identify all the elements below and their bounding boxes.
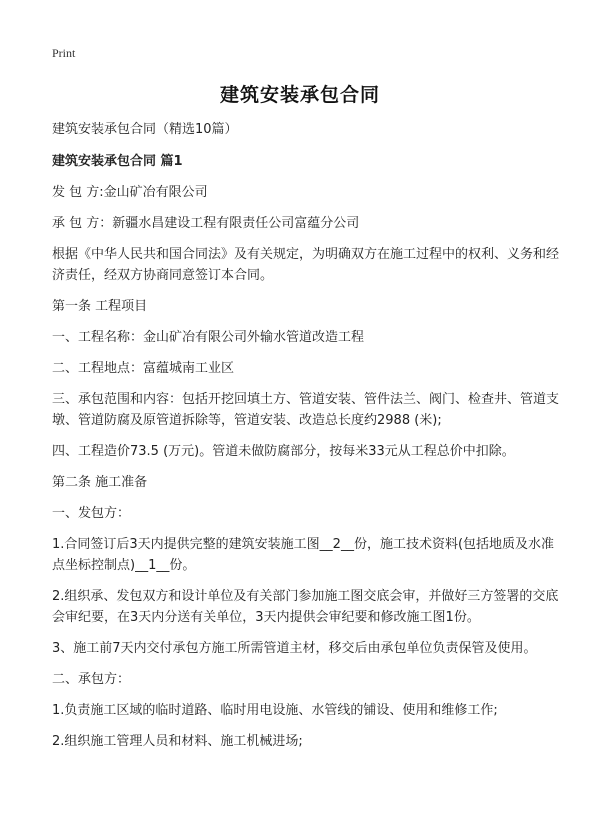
article-heading: 第二条 施工准备: [52, 475, 148, 490]
document-title: 建筑安装承包合同: [219, 84, 380, 106]
subsection-heading: 一、发包方：: [52, 506, 131, 521]
clause-project-location: 二、工程地点：富蕴城南工业区: [52, 361, 235, 376]
clause-project-name: 一、工程名称：金山矿冶有限公司外输水管道改造工程: [52, 330, 365, 345]
clause-item: 2.组织承、发包双方和设计单位及有关部门参加施工图交底会审，并做好三方签署的交底会审纪要，在3天内分送有关单位，3天内提供会审纪要和修改施工图1份。: [52, 589, 559, 625]
subsection-heading: 二、承包方：: [52, 672, 131, 687]
clause-item: 1.合同签订后3天内提供完整的建筑安装施工图__2__份，施工技术资料(包括地质及水准点坐标控制点)__1__份。: [52, 537, 555, 573]
collection-subtitle: 建筑安装承包合同（精选10篇）: [52, 122, 238, 137]
section-heading: 建筑安装承包合同 篇1: [52, 154, 183, 169]
print-link[interactable]: Print: [52, 46, 76, 60]
preamble-paragraph: 根据《中华人民共和国合同法》及有关规定，为明确双方在施工过程中的权利、义务和经济责任，经双方协商同意签订本合同。: [52, 247, 560, 283]
clause-item: 3、施工前7天内交付承包方施工所需管道主材，移交后由承包单位负责保管及使用。: [52, 641, 537, 656]
article-heading: 第一条 工程项目: [52, 299, 148, 314]
party-a: 发 包 方:金山矿冶有限公司: [52, 185, 208, 200]
party-b: 承 包 方：新疆水昌建设工程有限责任公司富蕴分公司: [52, 216, 360, 231]
clause-item: 1.负责施工区域的临时道路、临时用电设施、水管线的铺设、使用和维修工作;: [52, 703, 498, 718]
clause-scope: 三、承包范围和内容：包括开挖回填土方、管道安装、管件法兰、阀门、检查井、管道支墩、管道防腐及原管道拆除等，管道安装、改造总长度约2988 (米);: [52, 392, 560, 428]
document-body: [52, 119, 562, 762]
clause-cost: 四、工程造价73.5 (万元)。管道未做防腐部分，按每米33元从工程总价中扣除。: [52, 444, 515, 459]
clause-item: 2.组织施工管理人员和材料、施工机械进场;: [52, 734, 303, 749]
